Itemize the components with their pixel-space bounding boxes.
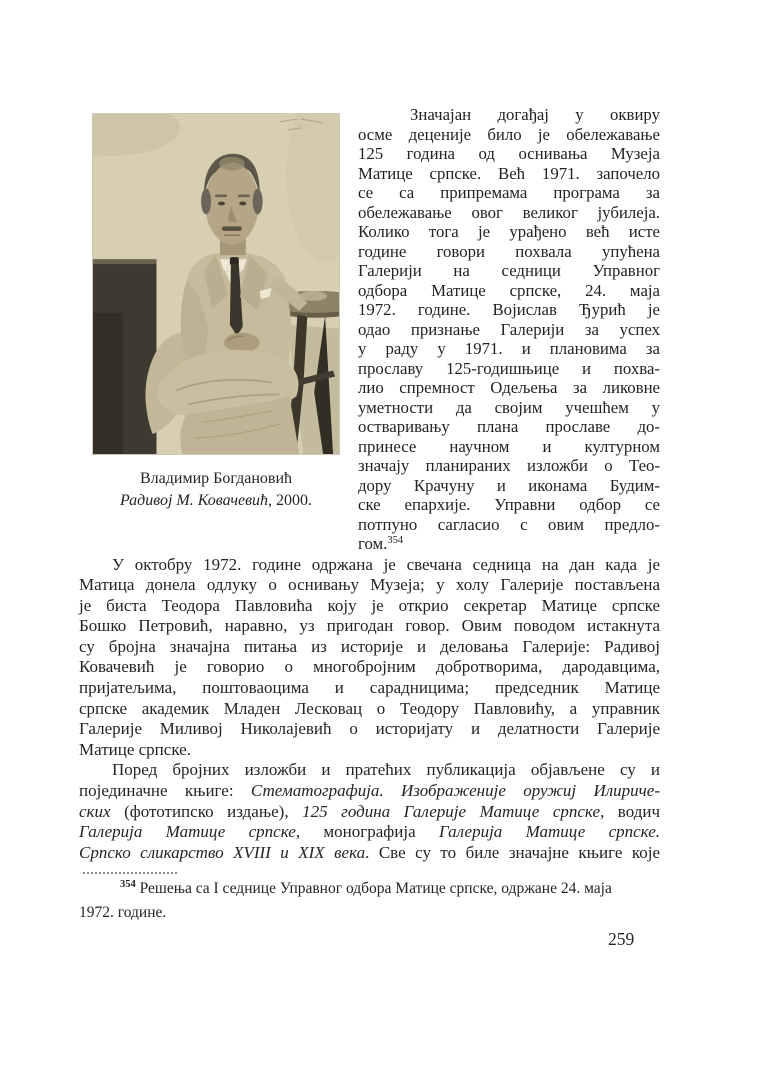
intro-paragraph-column: Значајан догађај у оквиру осме деценије било је обележавање 125 година од оснивања Музеја Матице српске. Већ 1971. започело се са припремама програма за обележавање овог великог јубилеја. Колико тога је урађено већ исте године говори похвала упућена Галерији на седници Управног одбора Матице српске, 24. маја 1972. године. Војислав Ђурић је одао признање Галерији за успех у раду у 1971. и плановима за прославу 125-годишњице и похва- лио спремност Одељења за ликовне уметности да својим учешћем у остваривању плана прославе до- принесе научном и културном значају планираних изложби о Тео- дору Крачуну и иконама Будим- ске епархије. Управни одбор се потпуно сагласио с овим предло- гом.$^{354}$: [358, 105, 660, 553]
page-number: 259: [608, 929, 635, 949]
footnote-354: $^{354}$ Решења са I седнице Управног одбора Матице српске, одржане 24. маја 1972. године.: [79, 879, 612, 921]
footnote-separator: [83, 872, 177, 874]
footnote-block: [79, 872, 660, 924]
figure-caption: Владимир Богдановић Радивој М. Ковачевић, 2000.: [119, 470, 313, 509]
text-block: [79, 105, 660, 924]
portrait-figure: [92, 113, 340, 512]
figure-and-column-row: [79, 105, 660, 554]
portrait-illustration: [93, 114, 339, 454]
paragraph-october-session: У октобру 1972. године одржана је свечана седница на дан када је Матица донела одлуку о оснивању Музеја; у холу Галерије постављена је биста Теодора Павловића коју је открио секретар Матице српске Бошко Петровић, наравно, уз пригодан говор. Овим поводом истакнута су бројна значајна питања из историје и деловања Галерије: Радивој Ковачевић је говорио о многобројним добротворима, дародавцима, пријатељима, поштоваоцима и сарадницима; председник Матице српске академик Младен Лесковац о Теодору Павловићу, а управник Галерије Миливој Николајевић о историјату и делатности Галерије Матице српске.: [79, 554, 660, 759]
paragraph-publications: Поред бројних изложби и пратећих публикација објављене су и појединачне књиге: Стематографија. Изображеније оружиј Илириче- ских (фототипско издање), 125 година Галерије Матице српске, водич Галерија Матице српске, монографија Галерија Матице српске. Српско сликарство XVIII и XIX века. Све су то биле значајне књиге које: [79, 760, 661, 862]
portrait-photo: [92, 113, 340, 455]
